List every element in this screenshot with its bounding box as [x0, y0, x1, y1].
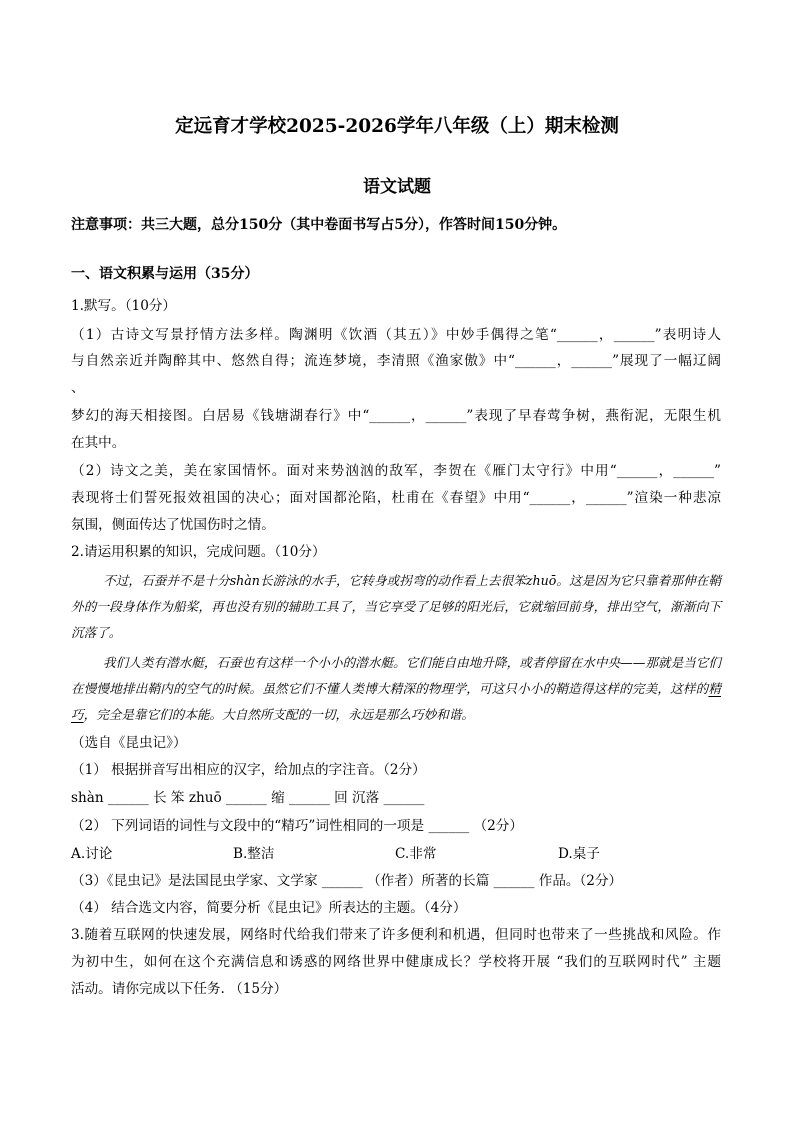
reading-paragraph-2-text-a: 我们人类有潜水艇，石蚕也有这样一个小小的潜水艇。它们能自由地升降，或者停留在水中央——那就是当它们在慢慢地排出鞘内的空气的时候。虽然它们不懂人类博大精深的物理学，可这只小小的鞘造得这样的完美，这样的 [71, 655, 721, 696]
q1-part2-line2: 表现将士们誓死报效祖国的决心；面对国都沦陷，杜甫在《春望》中用“______，______”渲染一种悲凉 [71, 490, 721, 506]
page-title: 定远育才学校2025-2026学年八年级（上）期末检测 [175, 116, 619, 137]
q1-part1-line4: 梦幻的海天相接图。白居易《钱塘湖春行》中“______，______”表现了早春莺争树，燕衔泥，无限生机 [71, 408, 721, 424]
q1-part2-line1: （2）诗文之美，美在家国情怀。面对来势汹汹的敌军，李贺在《雁门太守行》中用“______，______” [71, 463, 721, 479]
option-b: B.整洁 [233, 846, 275, 862]
q3-line1: 3.随着互联网的快速发展，网络时代给我们带来了许多便利和机遇，但同时也带来了一些挑战和风险。作 [71, 927, 721, 943]
q3-line2: 为初中生，如何在这个充满信息和诱惑的网络世界中健康成长？学校将开展 “我们的互联网时代” 主题 [71, 954, 721, 970]
section-heading: 一、语文积累与运用（35分） [71, 266, 259, 282]
q2-sub4: （4） 结合选文内容，简要分析《昆虫记》所表达的主题。（4分） [71, 900, 467, 916]
q2-sub1: （1） 根据拼音写出相应的汉字，给加点的字注音。（2分） [71, 762, 426, 778]
option-d: D.桌子 [558, 846, 600, 862]
key-word-jingqiao: 精巧 [71, 681, 721, 722]
q1-part1-line5: 在其中。 [71, 435, 126, 451]
q1-title: 1.默写。（10分） [71, 298, 177, 314]
q2-sub1-blanks: shàn ______ 长 笨 zhuō ______ 缩 ______ 回 沉落 ______ [71, 790, 425, 806]
q2-options [71, 844, 721, 864]
q2-sub3: （3）《昆虫记》是法国昆虫学家、文学家 ______ （作者）所著的长篇 ______ 作品。（2分） [71, 873, 623, 889]
reading-paragraph-2 [71, 650, 721, 728]
option-a: A.讨论 [71, 846, 113, 862]
option-c: C.非常 [395, 846, 437, 862]
reading-source: （选自《昆虫记》） [71, 735, 187, 751]
reading-paragraph-1-text: 不过，石蚕并不是十分shàn长游泳的水手，它转身或拐弯的动作看上去很笨zhuō。这是因为它只靠着那伸在鞘外的一段身体作为船桨，再也没有别的辅助工具了，当它享受了足够的阳光后，它就缩回前身，排出空气，渐渐向下沉落了。 [71, 573, 721, 640]
q2-sub2: （2） 下列词语的词性与文段中的“精巧”词性相同的一项是 ______ （2分） [71, 818, 523, 834]
q1-part2-line3: 氛围，侧面传达了忧国伤时之情。 [71, 517, 275, 533]
page-subtitle: 语文试题 [363, 177, 431, 197]
exam-notice: 注意事项：共三大题，总分150分（其中卷面书写占5分），作答时间150分钟。 [71, 217, 567, 233]
q1-part1-line1: （1）古诗文写景抒情方法多样。陶渊明《饮酒（其五）》中妙手偶得之笔“______，______”表明诗人 [71, 327, 721, 343]
reading-paragraph-2-text-b: ，完全是靠它们的本能。大自然所支配的一切，永远是那么巧妙和谐。 [83, 707, 474, 722]
reading-paragraph-1 [71, 568, 721, 646]
q3-line3: 活动。请你完成以下任务. （15分） [71, 981, 288, 997]
q2-title: 2.请运用积累的知识，完成问题。（10分） [71, 544, 326, 560]
q1-part1-line2: 与自然亲近并陶醉其中、悠然自得；流连梦境，李清照《渔家傲》中“______，______”展现了一幅辽阔 [71, 353, 721, 369]
q1-part1-line3: 、 [71, 380, 85, 396]
